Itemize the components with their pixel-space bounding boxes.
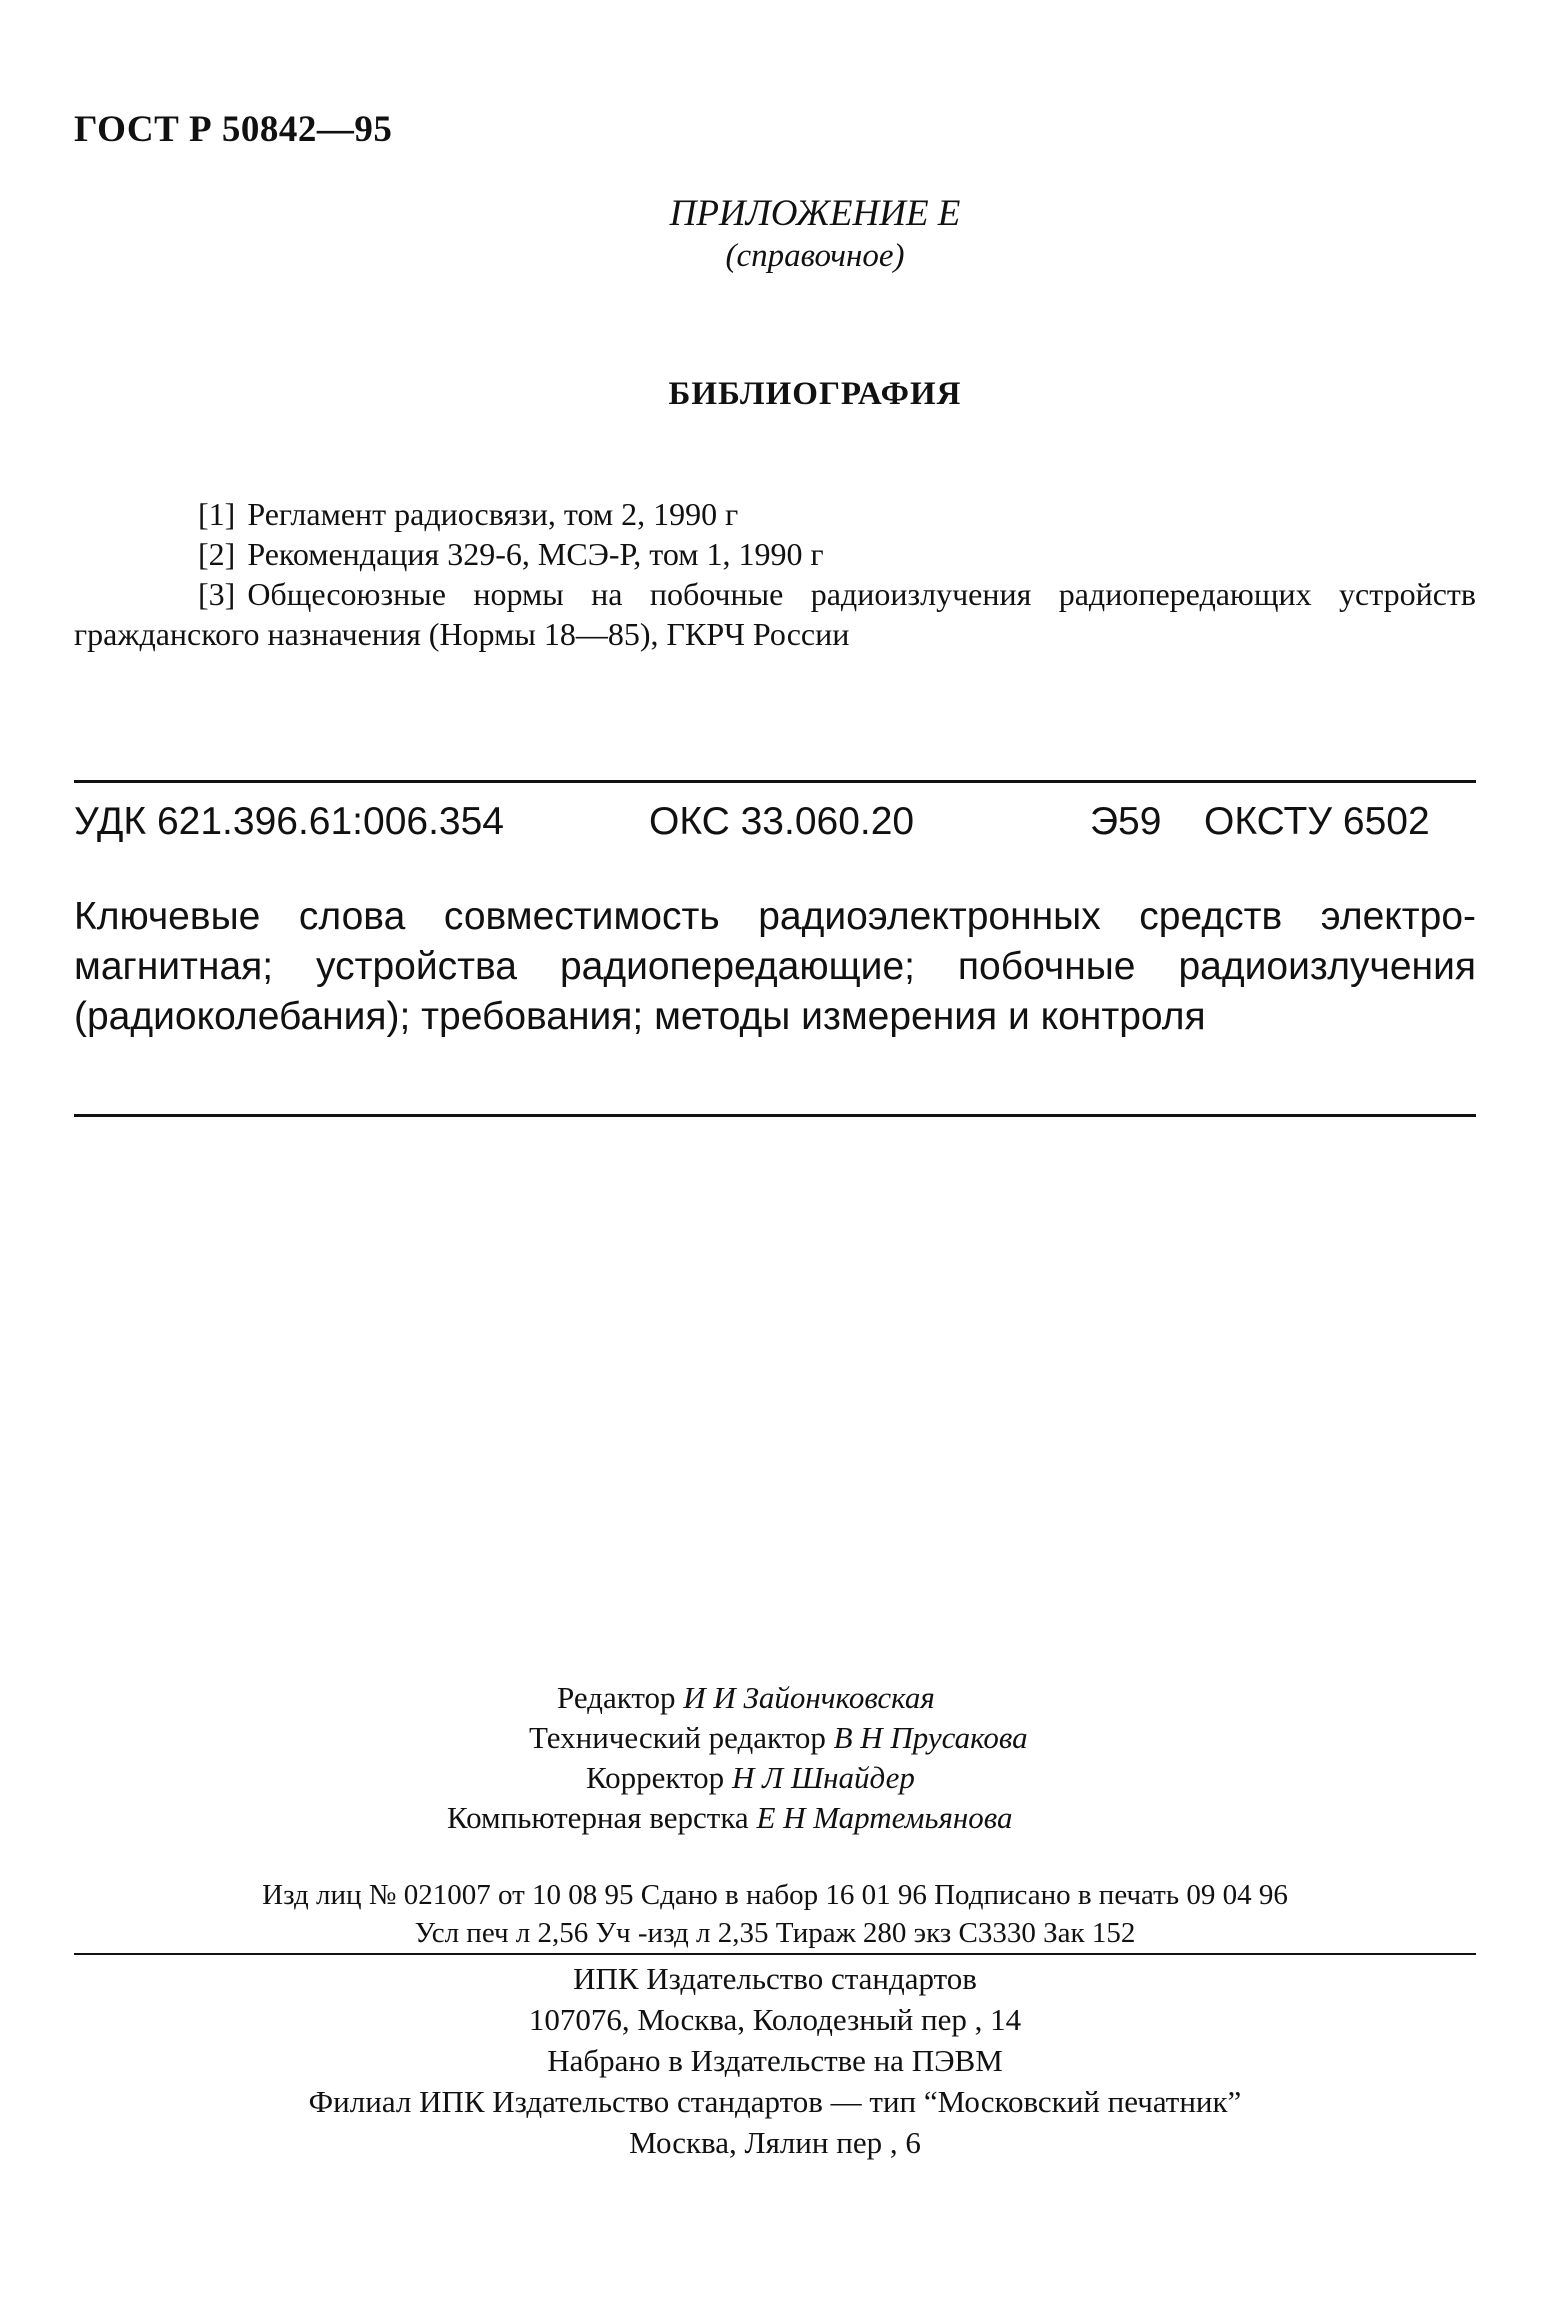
keywords-line: магнитная; устройства радиопередающие; побочные радиоизлучения xyxy=(74,945,1476,988)
bibliography-item-text: Общесоюзные нормы на побочные радиоизлучения радиопередающих устройств гражданского назначения (Нормы 18—85), ГКРЧ России xyxy=(74,576,1476,652)
layout-label: Компьютерная верстка xyxy=(447,1800,749,1835)
tech-editor-label: Технический редактор xyxy=(529,1720,826,1755)
branch-name: Филиал ИПК Издательство стандартов — тип “Московский печатник” xyxy=(308,2084,1242,2119)
imprint-line: Усл печ л 2,56 Уч -изд л 2,35 Тираж 280 экз С3330 Зак 152 xyxy=(414,1917,1136,1949)
editor-credit xyxy=(557,1678,935,1718)
appendix-subtitle: (справочное) xyxy=(725,238,905,274)
typeset-note: Набрано в Издательстве на ПЭВМ xyxy=(547,2043,1003,2078)
okstu-code: ОКСТУ 6502 xyxy=(1204,800,1430,843)
proofreader-label: Корректор xyxy=(586,1760,725,1795)
divider-bottom xyxy=(74,1114,1476,1117)
proofreader-name: Н Л Шнайдер xyxy=(731,1760,915,1795)
bibliography-item xyxy=(74,574,1476,654)
oks-code: ОКС 33.060.20 xyxy=(649,800,915,843)
branch-address: Москва, Лялин пер , 6 xyxy=(629,2125,921,2160)
keywords-block xyxy=(74,892,1476,1042)
imprint-line: Изд лиц № 021007 от 10 08 95 Сдано в набор 16 01 96 Подписано в печать 09 04 96 xyxy=(262,1879,1288,1911)
group-code: Э59 xyxy=(1090,800,1162,843)
layout-name: Е Н Мартемьянова xyxy=(756,1800,1013,1835)
layout-credit xyxy=(447,1798,1013,1838)
bibliography-item xyxy=(74,534,1476,574)
document-code: ГОСТ Р 50842—95 xyxy=(74,109,393,150)
keywords-line: (радиоколебания); требования; методы измерения и контроля xyxy=(74,995,1206,1038)
bibliography-item-text: Регламент радиосвязи, том 2, 1990 г xyxy=(247,496,739,532)
bibliography-list xyxy=(74,494,1476,654)
bibliography-item-number: [1] xyxy=(198,496,236,532)
bibliography-item-text: Рекомендация 329-6, МСЭ-Р, том 1, 1990 г xyxy=(247,536,824,572)
udk-code: УДК 621.396.61:006.354 xyxy=(74,800,504,843)
editor-name: И И Зайончковская xyxy=(683,1680,935,1715)
publisher-block xyxy=(74,1958,1476,2163)
keywords-line: Ключевые слова совместимость радиоэлектронных средств электро- xyxy=(74,895,1476,938)
editor-label: Редактор xyxy=(557,1680,676,1715)
bibliography-item xyxy=(74,494,1476,534)
appendix-title: ПРИЛОЖЕНИЕ Е xyxy=(669,193,961,234)
imprint-divider xyxy=(74,1953,1476,1955)
publisher-name: ИПК Издательство стандартов xyxy=(573,1961,977,1996)
bibliography-heading: БИБЛИОГРАФИЯ xyxy=(668,376,962,412)
divider-top xyxy=(74,780,1476,783)
bibliography-item-number: [3] xyxy=(198,576,236,612)
proofreader-credit xyxy=(586,1758,915,1798)
bibliography-item-number: [2] xyxy=(198,536,236,572)
tech-editor-credit xyxy=(529,1718,1028,1758)
imprint-block xyxy=(74,1876,1476,1952)
publisher-address: 107076, Москва, Колодезный пер , 14 xyxy=(528,2002,1022,2037)
tech-editor-name: В Н Прусакова xyxy=(833,1720,1028,1755)
